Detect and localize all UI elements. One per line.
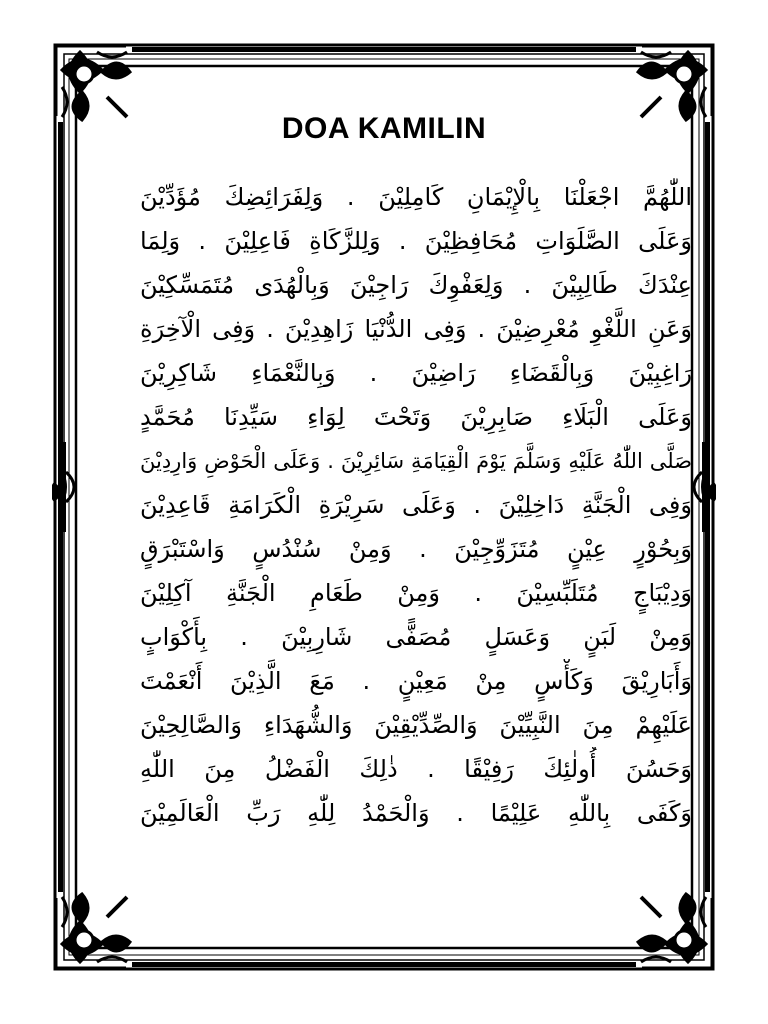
verse-line: وَدِيْبَاجٍ مُتَلَبِّسِيْنَ . وَمِنْ طَعَامِ الْجَنَّةِ آكِلِيْنَ <box>140 579 692 607</box>
verse-line: اللّٰهُمَّ اجْعَلْنَا بِالْإِيْمَانِ كَامِلِيْنَ . وَلِفَرَائِضِكَ مُؤَدِّيْنَ <box>140 183 692 211</box>
verse-line: عَلَيْهِمْ مِنَ النَّبِيِّيْنَ وَالصِّدِّيْقِيْنَ وَالشُّهَدَاءِ وَالصَّالِحِيْنَ <box>140 711 692 739</box>
verse-line: وَعَلَى الْبَلَاءِ صَابِرِيْنَ وَتَحْتَ لِوَاءِ سَيِّدِنَا مُحَمَّدٍ <box>140 403 692 431</box>
verse-line: وَبِحُوْرٍ عِيْنٍ مُتَزَوِّجِيْنَ . وَمِنْ سُنْدُسٍ وَاسْتَبْرَقٍ <box>140 535 692 563</box>
page-title: DOA KAMILIN <box>281 112 487 145</box>
verse-line: وَعَنِ اللَّغْوِ مُعْرِضِيْنَ . وَفِى الدُّنْيَا زَاهِدِيْنَ . وَفِى الْآخِرَةِ <box>140 315 692 343</box>
verse-line: وَأَبَارِيْقَ وَكَأْسٍ مِنْ مَعِيْنٍ . مَعَ الَّذِيْنَ أَنْعَمْتَ <box>140 667 692 695</box>
verse-line: وَكَفَى بِاللّٰهِ عَلِيْمًا . وَالْحَمْدُ لِلّٰهِ رَبِّ الْعَالَمِيْنَ <box>140 799 692 827</box>
verse-line: وَحَسُنَ أُولٰئِكَ رَفِيْقًا . ذٰلِكَ الْفَضْلُ مِنَ اللّٰهِ <box>140 755 692 783</box>
prayer-text <box>140 175 692 895</box>
verse-line: وَعَلَى الصَّلَوَاتِ مُحَافِظِيْنَ . وَلِلزَّكَاةِ فَاعِلِيْنَ . وَلِمَا <box>140 227 692 255</box>
verse-line: رَاغِبِيْنَ وَبِالْقَضَاءِ رَاضِيْنَ . وَبِالنَّعْمَاءِ شَاكِرِيْنَ <box>140 359 692 387</box>
verse-line: وَمِنْ لَبَنٍ وَعَسَلٍ مُصَفًّى شَارِبِيْنَ . بِأَكْوَابٍ <box>140 623 692 651</box>
verse-line: وَفِى الْجَنَّةِ دَاخِلِيْنَ . وَعَلَى سَرِيْرَةِ الْكَرَامَةِ قَاعِدِيْنَ <box>140 491 692 519</box>
verse-line: صَلَّى اللّٰهُ عَلَيْهِ وَسَلَّمَ يَوْمَ الْقِيَامَةِ سَائِرِيْنَ . وَعَلَى الْحَوْضِ وَارِدِيْنَ <box>140 449 692 473</box>
verse-line: عِنْدَكَ طَالِبِيْنَ . وَلِعَفْوِكَ رَاجِيْنَ وَبِالْهُدَى مُتَمَسِّكِيْنَ <box>140 271 692 299</box>
